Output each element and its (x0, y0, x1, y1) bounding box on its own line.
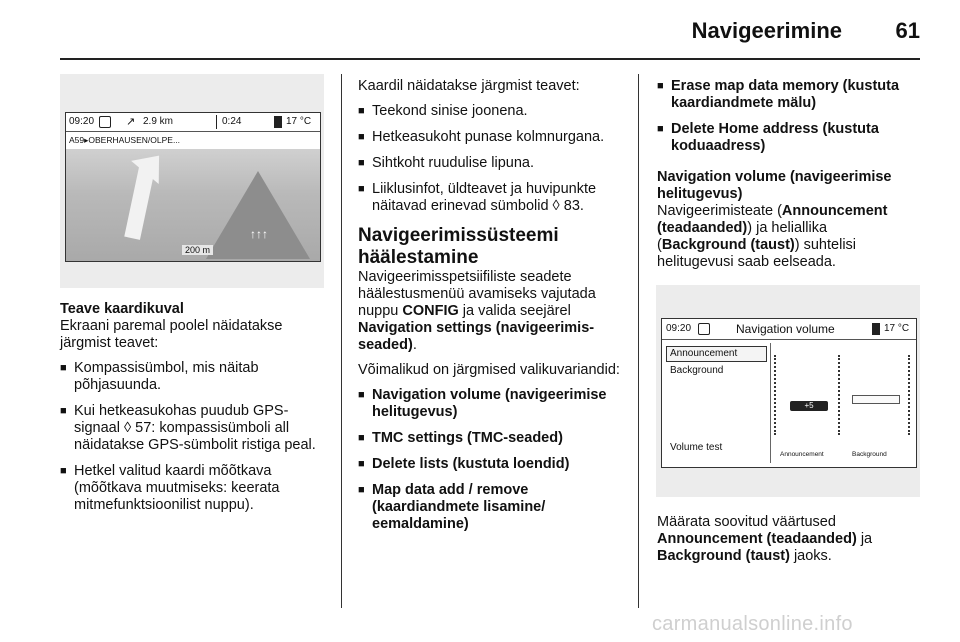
column-3 (657, 78, 917, 279)
section-heading: Teave kaardikuval (60, 301, 184, 317)
list-item: ■ Hetkeasukoht punase kolmnurgana. (358, 129, 605, 145)
info-list (60, 360, 330, 514)
page-number: 61 (895, 18, 920, 43)
options-list (657, 78, 917, 155)
list-item: ■ Kui hetkeasukohas puudub GPS-signaal ◊ 57: kompassisümboli all näidatakse GPS-sümbolit ristiga peal. (60, 403, 316, 453)
list-item: ■ Kompassisümbol, mis näitab põhjasuunda. (60, 360, 259, 393)
list-item: ■ Delete Home address (kustuta koduaadress) (657, 121, 879, 154)
map-view (66, 149, 320, 261)
navigation-volume-figure (656, 285, 920, 497)
header-title: Navigeerimine (691, 18, 842, 43)
remaining-distance: 2.9 km (143, 116, 174, 127)
dot-scale (774, 355, 778, 435)
column-divider (638, 74, 639, 608)
section-heading: Navigation volume (navigeerimise helitugevus) (657, 169, 892, 202)
paragraph: Ekraani paremal poolel näidatakse järgmist teavet: (60, 318, 283, 351)
distance-to-turn: 200 m (182, 245, 213, 255)
volume-title-bar (662, 319, 916, 340)
dot-scale (908, 355, 912, 435)
list-item: ■ Liiklusinfot, üldteavet ja huvipunkte näitavad erinevad sümbolid ◊ 83. (358, 181, 597, 214)
list-item: ■ TMC settings (TMC-seaded) (358, 430, 563, 446)
paragraph: Võimalikud on järgmised valikuvariandid: (358, 362, 620, 378)
list-item: ■ Erase map data memory (kustuta kaardiandmete mälu) (657, 78, 900, 111)
compass-icon (99, 116, 111, 128)
watermark: carmanualsonline.info (652, 613, 853, 635)
section-heading: Navigeerimissüsteemi häälestamine (358, 225, 559, 268)
list-item: ■ Navigation volume (navigeerimise helitugevus) (358, 387, 607, 420)
thermometer-icon (274, 116, 282, 128)
slider-label-announcement: Announcement (780, 451, 824, 458)
header-divider (60, 58, 920, 60)
paragraph: Kaardil näidatakse järgmist teavet: (358, 78, 580, 94)
compass-icon (698, 323, 710, 335)
list-item: ■ Map data add / remove (kaardiandmete lisamine/ eemaldamine) (358, 482, 546, 532)
list-item: ■ Hetkel valitud kaardi mõõtkava (mõõtkava muutmiseks: keerata mitmefunktsioonilist nuppu). (60, 463, 280, 513)
divider (770, 343, 771, 463)
map-status-bar (66, 113, 320, 132)
highway-road (206, 171, 310, 259)
clock: 09:20 (666, 323, 692, 334)
thermometer-icon (872, 323, 880, 335)
paragraph: Navigeerimisspetsiifiliste seadete häälestusmenüü avamiseks vajutada nuppu CONFIG ja valida seejärel Navigation settings (navigeerimis-seaded). (358, 269, 596, 353)
lane-arrows-icon: ↑↑↑ (250, 227, 268, 241)
map-info-list (358, 103, 628, 215)
dot-scale (838, 355, 842, 435)
menu-item-background[interactable]: Background (670, 365, 724, 376)
menu-item-announcement[interactable]: Announcement (666, 346, 767, 362)
paragraph: Navigeerimisteate (Announcement (teadaanded)) ja heliallika (Background (taust)) suhtelisi helitugevusi saab eelseada. (657, 203, 888, 270)
outside-temperature: 17 °C (884, 323, 910, 334)
clock: 09:20 (69, 116, 95, 127)
slider-label-background: Background (852, 451, 887, 458)
status-separator (216, 115, 217, 129)
route-arrow-icon: ↗ (126, 116, 136, 128)
list-item: ■ Sihtkoht ruudulise lipuna. (358, 155, 535, 171)
menu-item-volume-test[interactable]: Volume test (670, 442, 723, 453)
list-item: ■ Delete lists (kustuta loendid) (358, 456, 570, 472)
road-name: A59▸OBERHAUSEN/OLPE... (69, 135, 181, 145)
volume-display (661, 318, 917, 468)
map-display (65, 112, 321, 262)
outside-temperature: 17 °C (286, 116, 312, 127)
column-3-bottom (657, 514, 917, 573)
background-slider[interactable] (852, 395, 900, 404)
map-screen-figure (60, 74, 324, 288)
options-list (358, 387, 628, 533)
announcement-slider[interactable]: +5 (790, 401, 828, 411)
remaining-time: 0:24 (222, 116, 242, 127)
column-1 (60, 301, 330, 523)
column-divider (341, 74, 342, 608)
screen-title: Navigation volume (736, 322, 835, 336)
column-2 (358, 78, 628, 542)
paragraph: Määrata soovitud väärtused Announcement (teadaanded) ja Background (taust) jaoks. (657, 514, 873, 564)
list-item: ■ Teekond sinise joonena. (358, 103, 528, 119)
